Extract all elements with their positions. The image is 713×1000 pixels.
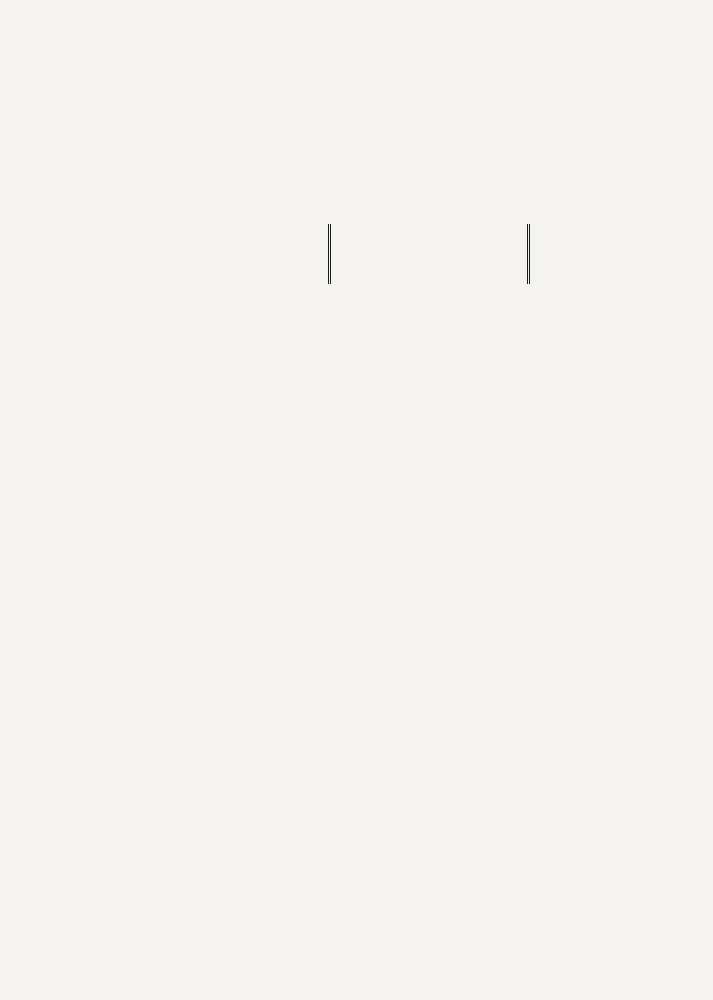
matrix: [328, 224, 530, 284]
